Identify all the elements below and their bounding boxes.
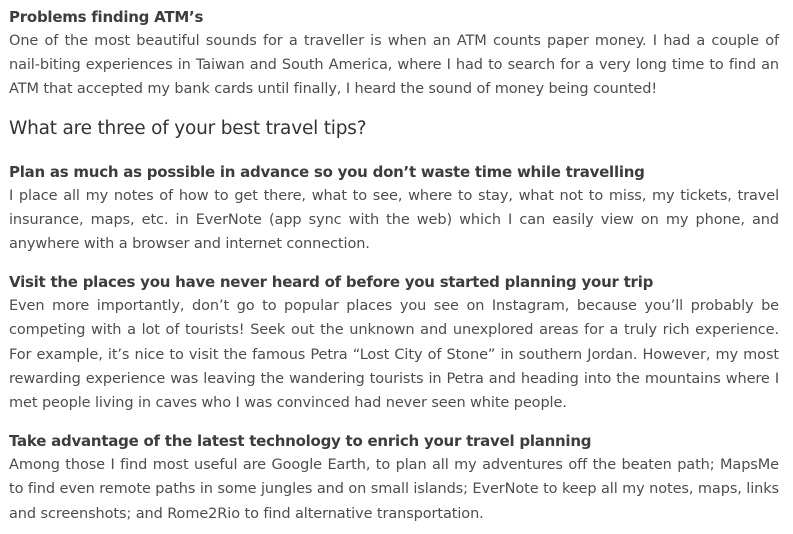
tip-3-title: Take advantage of the latest technology to enrich your travel planning [9, 432, 592, 451]
article-body [9, 5, 779, 526]
tip-2-title: Visit the places you have never heard of before you started planning your trip [9, 273, 654, 292]
tip-3-body: Among those I find most useful are Google Earth, to plan all my adventures off the beaten path; MapsMe to find even remote paths in some jungles and on small islands; EverNote to keep all my notes, maps, links and screenshots; and Rome2Rio to find alternative transportation. [9, 457, 779, 522]
tip-2-body: Even more importantly, don’t go to popular places you see on Instagram, because you’ll probably be competing with a lot of tourists! Seek out the unknown and unexplored areas for a truly rich experience. For example, it’s nice to visit the famous Petra “Lost City of Stone” in southern Jordan. However, my most rewarding experience was leaving the wandering tourists in Petra and heading into the mountains where I met people living in caves who I was convinced had never seen white people. [9, 298, 779, 412]
atm-subheading: Problems finding ATM’s [9, 8, 204, 26]
tip-1-title: Plan as much as possible in advance so you don’t waste time while travelling [9, 162, 645, 181]
atm-paragraph: One of the most beautiful sounds for a traveller is when an ATM counts paper money. I had a couple of nail-biting experiences in Taiwan and South America, where I had to search for a very long time to find an ATM that accepted my bank cards until finally, I heard the sound of money being counted! [9, 33, 779, 98]
travel-tips-heading: What are three of your best travel tips? [9, 117, 367, 139]
tip-1-body: I place all my notes of how to get there, what to see, where to stay, what not to miss, my tickets, travel insurance, maps, etc. in EverNote (app sync with the web) which I can easily view on my phone, and anywhere with a browser and internet connection. [9, 187, 779, 253]
